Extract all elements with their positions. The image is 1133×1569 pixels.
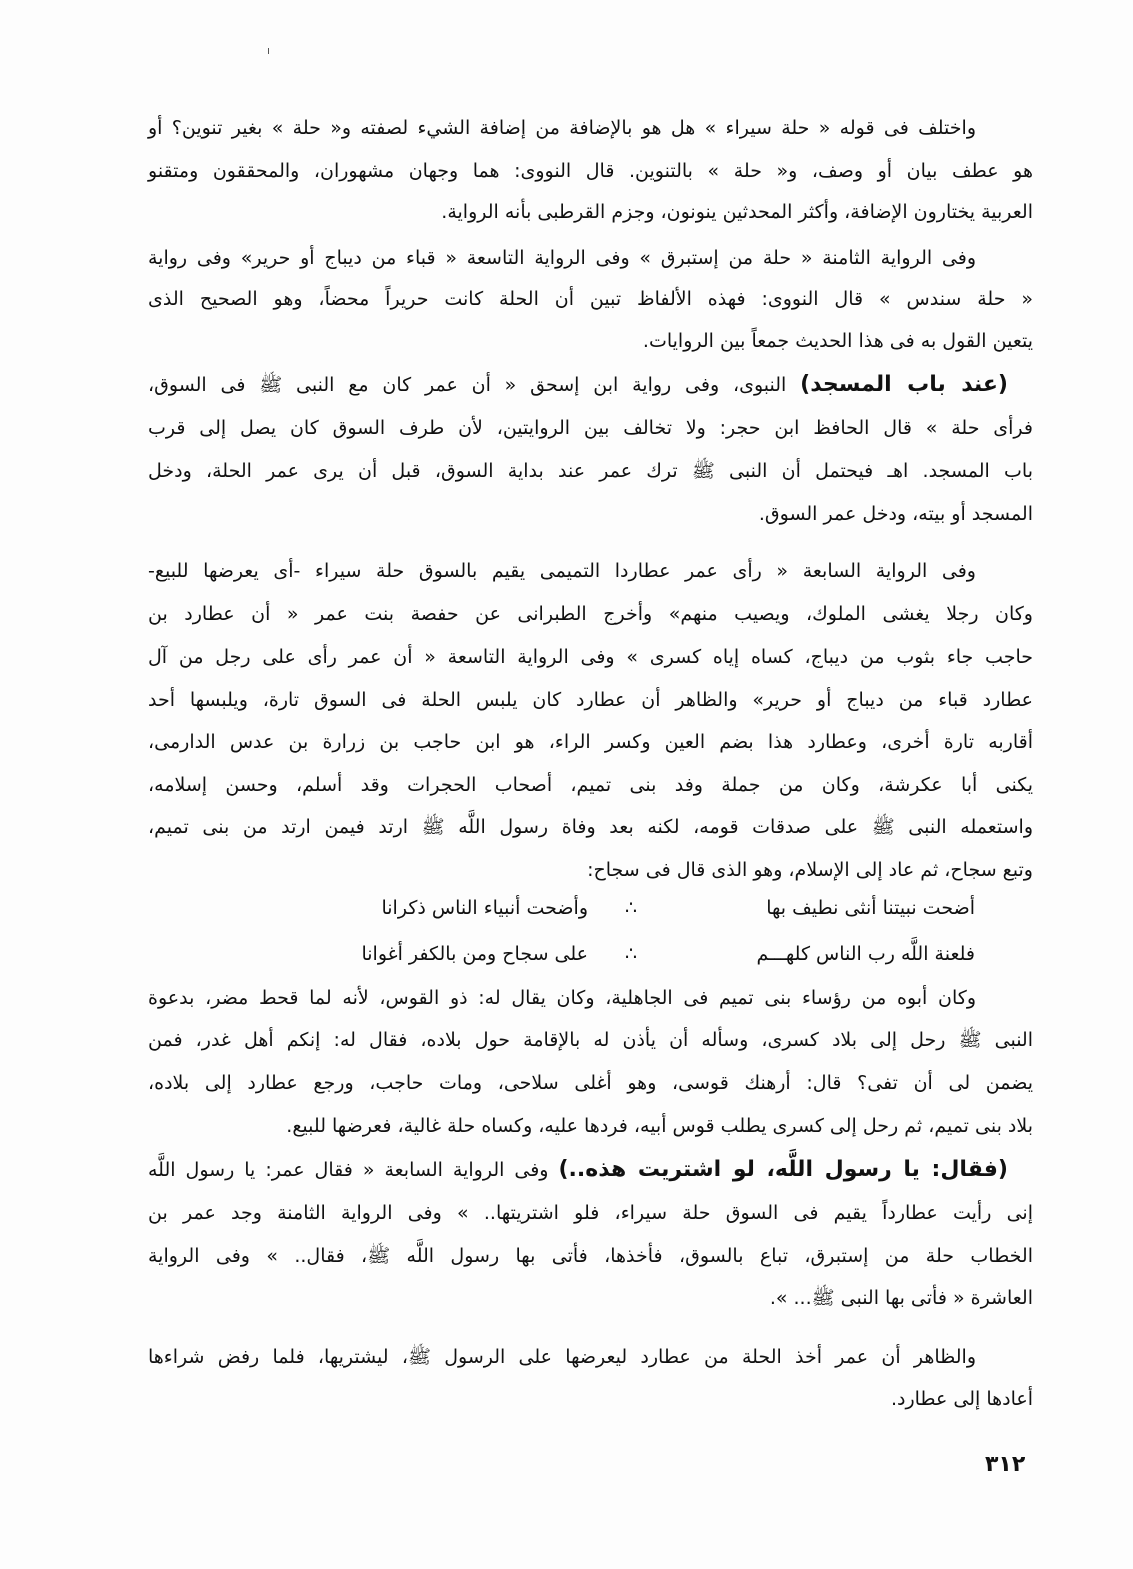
line-text: هو عطف بيان أو وصف، و« حلة » بالتنوين. قال النووى: هما وجهان مشهوران، والمحققون ومتقنو xyxy=(148,160,1033,182)
text-line xyxy=(148,771,1033,799)
text-line xyxy=(148,1112,1033,1140)
line-text: عطارد قباء من ديباج أو حرير» والظاهر أن عطارد كان يلبس الحلة فى السوق تارة، ويلبسها أحد xyxy=(148,689,1033,711)
line-text: وفى الرواية الثامنة « حلة من إستبرق » وفى الرواية التاسعة « قباء من ديباج أو حرير» وفى رواية xyxy=(148,247,976,269)
text-line xyxy=(148,1069,1033,1097)
line-text: « حلة سندس » قال النووى: فهذه الألفاظ تبين أن الحلة كانت حريراً محضاً، وهو الصحيح الذى xyxy=(148,288,1033,310)
line-text: النبى ﷺ رحل إلى بلاد كسرى، وسأله أن يأذن له بالإقامة حول بلاده، فقال له: إنكم أهل غدر، فمن xyxy=(148,1029,1033,1051)
text-line xyxy=(148,1284,1033,1312)
line-text: يكنى أبا عكرشة، وكان من جملة وفد بنى تميم، أصحاب الحجرات وقد أسلم، وحسن إسلامه، xyxy=(148,774,1033,796)
line-text: وفى الرواية السابعة « فقال عمر: يا رسول اللَّه xyxy=(148,1159,559,1181)
line-text: وفى الرواية السابعة « رأى عمر عطاردا التميمى يقيم بالسوق حلة سيراء -أى يعرضها للبيع- xyxy=(148,560,976,582)
text-line xyxy=(148,856,1033,884)
verse-first: فلعنة اللَّه رب الناس كلهـــم xyxy=(756,943,975,965)
line-text: بلاد بنى تميم، ثم رحل إلى كسرى يطلب قوس أبيه، فردها عليه، وكساه حلة غالية، فعرضها للبيع. xyxy=(286,1115,1033,1137)
text-line xyxy=(148,1385,1033,1413)
text-line xyxy=(148,198,1033,226)
text-line xyxy=(148,414,1033,442)
line-text: المسجد أو بيته، ودخل عمر السوق. xyxy=(758,503,1033,525)
line-text: العربية يختارون الإضافة، وأكثر المحدثين ينونون، وجزم القرطبى بأنه الرواية. xyxy=(441,201,1033,223)
line-text: فرأى حلة » قال الحافظ ابن حجر: ولا تخالف بين الروايتين، لأن طرف السوق كان يصل إلى قرب xyxy=(148,417,1033,439)
text-line xyxy=(148,643,1033,671)
line-text: واختلف فى قوله « حلة سيراء » هل هو بالإضافة من إضافة الشيء لصفته و« حلة » بغير تنوين؟ أو xyxy=(148,117,976,139)
line-text: إنى رأيت عطارداً يقيم فى السوق حلة سيراء، فلو اشتريتها.. » وفى الرواية الثامنة وجد عمر بن xyxy=(148,1202,1033,1224)
verse-first: أضحت نبيتنا أنثى نطيف بها xyxy=(766,897,975,919)
text-line xyxy=(148,984,976,1012)
line-text: باب المسجد. اهـ فيحتمل أن النبى ﷺ ترك عمر عند بداية السوق، قبل أن يرى عمر الحلة، ودخل xyxy=(148,460,1033,482)
text-line xyxy=(148,1242,1033,1270)
line-text: العاشرة « فأتى بها النبى ﷺ... ». xyxy=(769,1287,1033,1309)
verse-sep: ∴ xyxy=(625,943,638,965)
line-text: واستعمله النبى ﷺ على صدقات قومه، لكنه بعد وفاة رسول اللَّه ﷺ ارتد فيمن ارتد من بنى تميم، xyxy=(148,816,1033,838)
text-line xyxy=(148,285,1033,313)
text-line xyxy=(148,327,1033,355)
text-line xyxy=(148,600,1033,628)
line-text: وتبع سجاح، ثم عاد إلى الإسلام، وهو الذى قال فى سجاح: xyxy=(587,859,1033,881)
text-line xyxy=(148,157,1033,185)
line-text: النبوى، وفى رواية ابن إسحق « أن عمر كان مع النبى ﷺ فى السوق، xyxy=(148,374,801,396)
line-text: الخطاب حلة من إستبرق، تباع بالسوق، فأخذها، فأتى بها رسول اللَّه ﷺ، فقال.. » وفى الرواية xyxy=(148,1245,1033,1267)
page-number: ٣١٢ xyxy=(985,1452,1026,1477)
section-heading: (فقال: يا رسول اللَّه، لو اشتريت هذه..) xyxy=(558,1157,1008,1182)
verse-sep: ∴ xyxy=(625,897,638,919)
line-text: يضمن لى أن تفى؟ قال: أرهنك قوسى، وهو أغلى سلاحى، ومات حاجب، ورجع عطارد إلى بلاده، xyxy=(148,1072,1033,1094)
verse-second: وأضحت أنبياء الناس ذكرانا xyxy=(381,897,588,919)
line-text: يتعين القول به فى هذا الحديث جمعاً بين الروايات. xyxy=(642,330,1033,352)
text-line xyxy=(148,728,1033,756)
text-line xyxy=(148,1026,1033,1054)
text-line xyxy=(148,1199,1033,1227)
verse-second: على سجاح ومن بالكفر أغوانا xyxy=(361,943,588,965)
line-text: وكان أبوه من رؤساء بنى تميم فى الجاهلية، وكان يقال له: ذو القوس، لأنه لما قحط مضر، بدعوة xyxy=(148,987,976,1009)
text-line xyxy=(148,244,976,272)
line-text: أعادها إلى عطارد. xyxy=(890,1388,1033,1410)
text-line xyxy=(148,1343,976,1371)
scan-mark xyxy=(268,48,269,54)
line-text: وكان رجلا يغشى الملوك، ويصيب منهم» وأخرج الطبرانى عن حفصة بنت عمر « أن عطارد بن xyxy=(148,603,1033,625)
text-line xyxy=(148,500,1033,528)
line-text: حاجب جاء بثوب من ديباج، كساه إياه كسرى » وفى الرواية التاسعة « أن عمر رأى على رجل من آل xyxy=(148,646,1033,668)
section-heading: (عند باب المسجد) xyxy=(800,372,1008,397)
line-text: أقاربه تارة أخرى، وعطارد هذا بضم العين وكسر الراء، هو ابن حاجب بن زرارة بن عدس الدارمى، xyxy=(148,731,1033,753)
text-line xyxy=(148,557,976,585)
text-line xyxy=(148,114,976,142)
text-line xyxy=(148,457,1033,485)
text-line xyxy=(148,813,1033,841)
text-line xyxy=(148,371,1008,399)
line-text: والظاهر أن عمر أخذ الحلة من عطارد ليعرضها على الرسول ﷺ، ليشتريها، فلما رفض شراءها xyxy=(148,1346,976,1368)
text-line xyxy=(148,686,1033,714)
text-line xyxy=(148,1156,1008,1184)
